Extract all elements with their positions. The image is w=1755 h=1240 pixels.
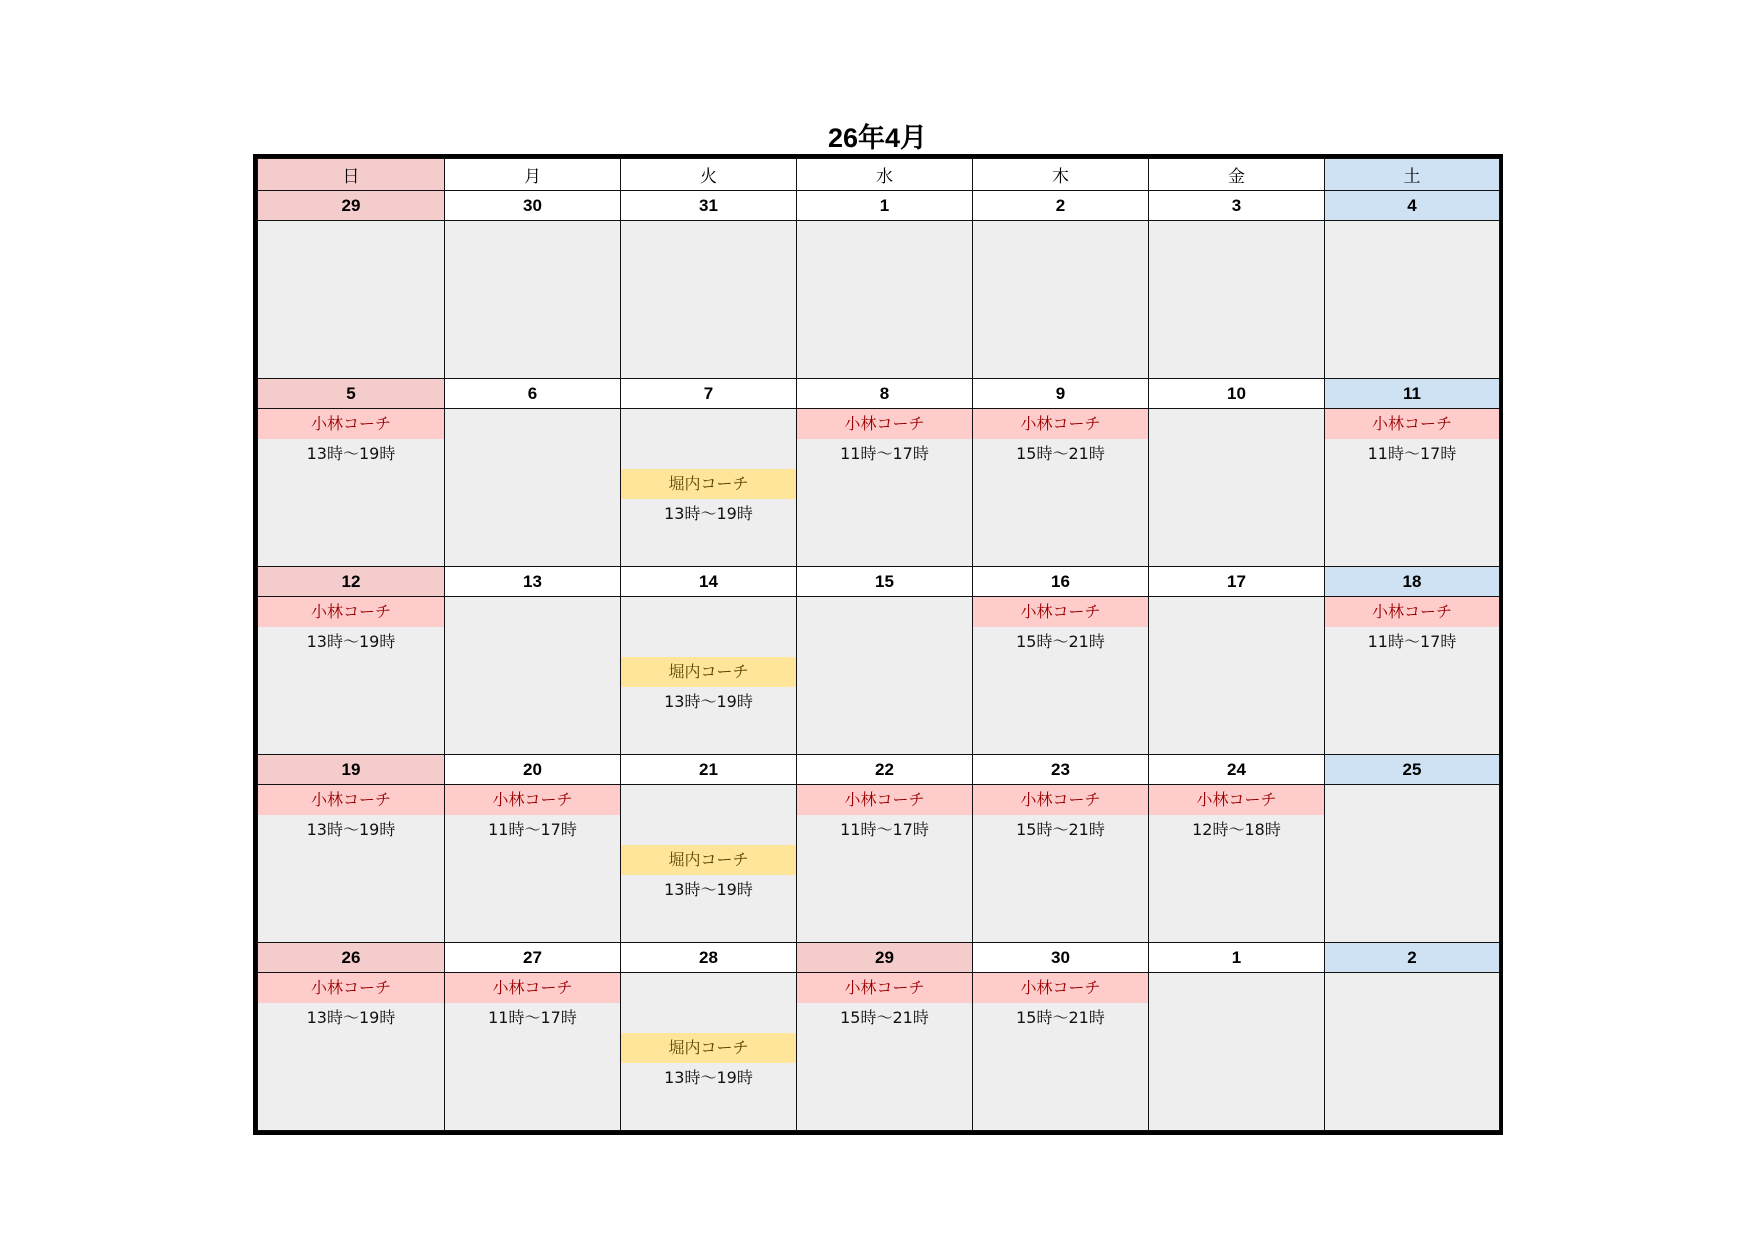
date-row (258, 943, 1500, 973)
date-row (258, 379, 1500, 409)
coach-kobayashi-label: 小林コーチ (445, 973, 620, 1003)
coach-kobayashi-label: 小林コーチ (258, 597, 444, 627)
weekday-6: 土 (1325, 159, 1500, 191)
day-cell[interactable] (797, 597, 973, 755)
date-number: 22 (797, 755, 973, 785)
date-number: 7 (621, 379, 797, 409)
shift-time: 13時～19時 (306, 632, 396, 651)
coach-kobayashi-label: 小林コーチ (797, 785, 972, 815)
day-cell[interactable] (445, 221, 621, 379)
coach-kobayashi-label: 小林コーチ (973, 785, 1148, 815)
day-cell[interactable] (1325, 409, 1500, 567)
day-cell[interactable] (797, 785, 973, 943)
shift-time: 15時～21時 (1016, 1008, 1105, 1027)
date-row (258, 567, 1500, 597)
date-number: 10 (1149, 379, 1325, 409)
day-cell[interactable] (258, 409, 445, 567)
date-number: 27 (445, 943, 621, 973)
day-cell[interactable] (1149, 409, 1325, 567)
date-number: 29 (797, 943, 973, 973)
shift-time: 15時～21時 (840, 1008, 929, 1027)
shift-time: 13時～19時 (664, 692, 753, 711)
day-cell[interactable] (258, 597, 445, 755)
day-cell[interactable] (973, 409, 1149, 567)
date-row (258, 191, 1500, 221)
day-cell[interactable] (621, 597, 797, 755)
date-number: 18 (1325, 567, 1500, 597)
date-number: 29 (258, 191, 445, 221)
date-number: 8 (797, 379, 973, 409)
weekday-3: 水 (797, 159, 973, 191)
day-cell[interactable] (1325, 785, 1500, 943)
coach-kobayashi-label: 小林コーチ (797, 409, 972, 439)
schedule-row (258, 785, 1500, 943)
shift-time: 13時～19時 (306, 1008, 396, 1027)
spacer (621, 785, 796, 815)
day-cell[interactable] (621, 785, 797, 943)
shift-time: 11時～17時 (840, 444, 929, 463)
shift-time: 13時～19時 (306, 444, 396, 463)
day-cell[interactable] (797, 221, 973, 379)
weekday-1: 月 (445, 159, 621, 191)
spacer (621, 409, 796, 439)
date-number: 17 (1149, 567, 1325, 597)
shift-time: 15時～21時 (1016, 820, 1105, 839)
day-cell[interactable] (445, 409, 621, 567)
spacer (621, 973, 796, 1003)
shift-time: 11時～17時 (840, 820, 929, 839)
weekday-4: 木 (973, 159, 1149, 191)
day-cell[interactable] (1325, 597, 1500, 755)
coach-kobayashi-label: 小林コーチ (973, 973, 1148, 1003)
coach-kobayashi-label: 小林コーチ (797, 973, 972, 1003)
shift-time: 13時～19時 (664, 1068, 753, 1087)
shift-time: 11時～17時 (1367, 444, 1457, 463)
day-cell[interactable] (258, 221, 445, 379)
date-number: 13 (445, 567, 621, 597)
day-cell[interactable] (973, 597, 1149, 755)
shift-time: 11時～17時 (1367, 632, 1457, 651)
coach-kobayashi-label: 小林コーチ (1325, 409, 1499, 439)
day-cell[interactable] (258, 973, 445, 1131)
weekday-header-row (258, 159, 1500, 191)
day-cell[interactable] (797, 973, 973, 1131)
shift-time: 12時～18時 (1192, 820, 1281, 839)
date-number: 9 (973, 379, 1149, 409)
day-cell[interactable] (797, 409, 973, 567)
date-number: 28 (621, 943, 797, 973)
date-number: 2 (1325, 943, 1500, 973)
day-cell[interactable] (445, 597, 621, 755)
date-number: 23 (973, 755, 1149, 785)
date-number: 30 (445, 191, 621, 221)
weekday-5: 金 (1149, 159, 1325, 191)
weekday-2: 火 (621, 159, 797, 191)
spacer (621, 597, 796, 627)
coach-kobayashi-label: 小林コーチ (258, 973, 444, 1003)
day-cell[interactable] (621, 409, 797, 567)
coach-horiuchi-label: 堀内コーチ (621, 657, 796, 687)
date-number: 26 (258, 943, 445, 973)
day-cell[interactable] (621, 973, 797, 1131)
day-cell[interactable] (1325, 221, 1500, 379)
spacer (621, 627, 796, 657)
coach-horiuchi-label: 堀内コーチ (621, 469, 796, 499)
date-number: 12 (258, 567, 445, 597)
day-cell[interactable] (973, 973, 1149, 1131)
date-number: 31 (621, 191, 797, 221)
date-number: 14 (621, 567, 797, 597)
shift-time: 13時～19時 (664, 504, 753, 523)
day-cell[interactable] (973, 785, 1149, 943)
date-row (258, 755, 1500, 785)
day-cell[interactable] (621, 221, 797, 379)
day-cell[interactable] (445, 973, 621, 1131)
date-number: 20 (445, 755, 621, 785)
day-cell[interactable] (973, 221, 1149, 379)
date-number: 3 (1149, 191, 1325, 221)
spacer (621, 815, 796, 845)
shift-time: 15時～21時 (1016, 444, 1105, 463)
schedule-row (258, 221, 1500, 379)
schedule-row (258, 973, 1500, 1131)
date-number: 24 (1149, 755, 1325, 785)
day-cell[interactable] (1149, 221, 1325, 379)
date-number: 2 (973, 191, 1149, 221)
date-number: 1 (1149, 943, 1325, 973)
schedule-row (258, 409, 1500, 567)
coach-kobayashi-label: 小林コーチ (1325, 597, 1499, 627)
spacer (621, 439, 796, 469)
shift-time: 11時～17時 (488, 1008, 577, 1027)
schedule-row (258, 597, 1500, 755)
day-cell[interactable] (1149, 973, 1325, 1131)
shift-time: 11時～17時 (488, 820, 577, 839)
shift-time: 15時～21時 (1016, 632, 1105, 651)
coach-kobayashi-label: 小林コーチ (973, 409, 1148, 439)
day-cell[interactable] (1325, 973, 1500, 1131)
coach-kobayashi-label: 小林コーチ (1149, 785, 1324, 815)
date-number: 15 (797, 567, 973, 597)
date-number: 19 (258, 755, 445, 785)
day-cell[interactable] (258, 785, 445, 943)
day-cell[interactable] (445, 785, 621, 943)
coach-kobayashi-label: 小林コーチ (973, 597, 1148, 627)
date-number: 11 (1325, 379, 1500, 409)
spacer (621, 1003, 796, 1033)
weekday-0: 日 (258, 159, 445, 191)
day-cell[interactable] (1149, 785, 1325, 943)
shift-time: 13時～19時 (664, 880, 753, 899)
day-cell[interactable] (1149, 597, 1325, 755)
date-number: 25 (1325, 755, 1500, 785)
date-number: 6 (445, 379, 621, 409)
date-number: 30 (973, 943, 1149, 973)
date-number: 21 (621, 755, 797, 785)
coach-kobayashi-label: 小林コーチ (445, 785, 620, 815)
coach-kobayashi-label: 小林コーチ (258, 785, 444, 815)
calendar-grid (253, 154, 1503, 1135)
date-number: 5 (258, 379, 445, 409)
coach-kobayashi-label: 小林コーチ (258, 409, 444, 439)
coach-horiuchi-label: 堀内コーチ (621, 1033, 796, 1063)
coach-horiuchi-label: 堀内コーチ (621, 845, 796, 875)
shift-time: 13時～19時 (306, 820, 396, 839)
date-number: 4 (1325, 191, 1500, 221)
date-number: 1 (797, 191, 973, 221)
calendar-title: 26年4月 (827, 123, 928, 153)
date-number: 16 (973, 567, 1149, 597)
